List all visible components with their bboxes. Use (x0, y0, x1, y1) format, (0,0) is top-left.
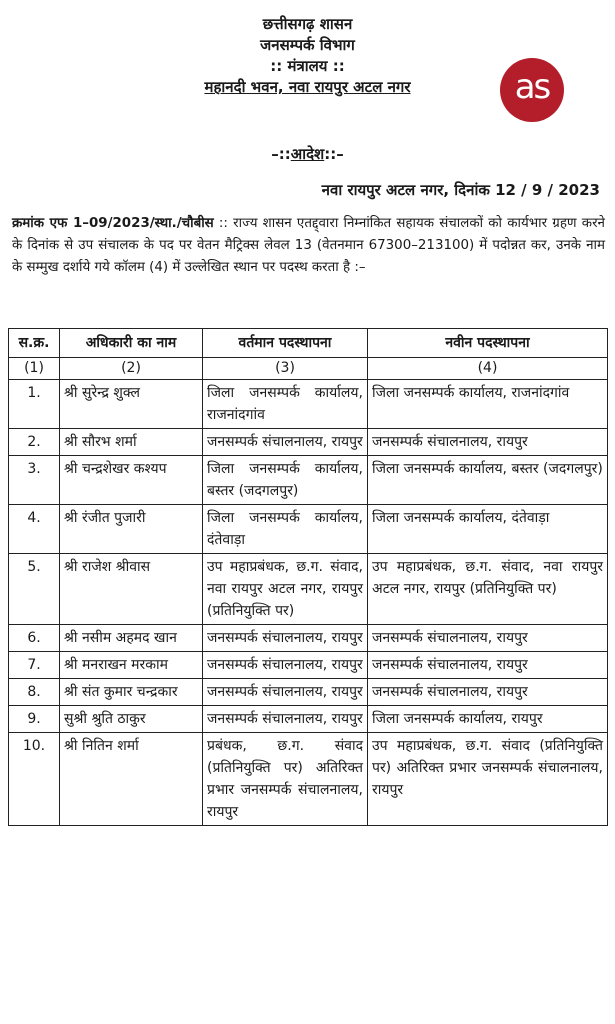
current-posting-cell: प्रबंधक, छ.ग. संवाद (प्रतिनियुक्ति पर) अतिरिक्त प्रभार जनसम्पर्क संचालनालय, रायपुर (203, 733, 368, 826)
officer-name-cell: श्री रंजीत पुजारी (60, 505, 203, 554)
officer-name-cell: श्री संत कुमार चन्द्रकार (60, 679, 203, 706)
table-row (9, 652, 608, 679)
table-row (9, 505, 608, 554)
table-row (9, 733, 608, 826)
current-posting-cell: जनसम्पर्क संचालनालय, रायपुर (203, 706, 368, 733)
ministry-label: :: मंत्रालय :: (270, 57, 345, 75)
government-name: छत्तीसगढ़ शासन (262, 15, 353, 33)
current-posting-cell: जिला जनसम्पर्क कार्यालय, राजनांदगांव (203, 380, 368, 429)
new-posting-cell: जनसम्पर्क संचालनालय, रायपुर (368, 679, 608, 706)
header-officer-name: अधिकारी का नाम (60, 329, 203, 358)
current-posting-cell: जनसम्पर्क संचालनालय, रायपुर (203, 679, 368, 706)
order-reference-number: क्रमांक एफ 1–09/2023/स्था./चौबीस (12, 216, 214, 231)
new-posting-cell: जनसम्पर्क संचालनालय, रायपुर (368, 652, 608, 679)
serial-number-cell: 2. (9, 429, 60, 456)
order-title-right: ::– (324, 145, 344, 163)
column-number: (3) (203, 358, 368, 380)
officer-name-cell: श्री राजेश श्रीवास (60, 554, 203, 625)
order-title-left: –:: (271, 145, 291, 163)
table-header-row (9, 329, 608, 358)
table-row (9, 429, 608, 456)
header-current-posting: वर्तमान पदस्थापना (203, 329, 368, 358)
officer-name-cell: सुश्री श्रुति ठाकुर (60, 706, 203, 733)
current-posting-cell: जनसम्पर्क संचालनालय, रायपुर (203, 652, 368, 679)
table-row (9, 554, 608, 625)
table-row (9, 456, 608, 505)
current-posting-cell: जनसम्पर्क संचालनालय, रायपुर (203, 625, 368, 652)
officer-name-cell: श्री सुरेन्द्र शुक्ल (60, 380, 203, 429)
column-number-row (9, 358, 608, 380)
serial-number-cell: 3. (9, 456, 60, 505)
column-number: (2) (60, 358, 203, 380)
officer-name-cell: श्री नितिन शर्मा (60, 733, 203, 826)
serial-number-cell: 4. (9, 505, 60, 554)
serial-number-cell: 1. (9, 380, 60, 429)
column-number: (1) (9, 358, 60, 380)
table-row (9, 625, 608, 652)
department-name: जनसम्पर्क विभाग (260, 36, 355, 54)
column-number: (4) (368, 358, 608, 380)
serial-number-cell: 10. (9, 733, 60, 826)
new-posting-cell: जिला जनसम्पर्क कार्यालय, बस्तर (जदगलपुर) (368, 456, 608, 505)
new-posting-cell: जनसम्पर्क संचालनालय, रायपुर (368, 429, 608, 456)
current-posting-cell: जिला जनसम्पर्क कार्यालय, बस्तर (जदगलपुर) (203, 456, 368, 505)
officer-name-cell: श्री नसीम अहमद खान (60, 625, 203, 652)
table-row (9, 706, 608, 733)
current-posting-cell: जिला जनसम्पर्क कार्यालय, दंतेवाड़ा (203, 505, 368, 554)
site-logo (500, 58, 564, 122)
order-dateline: नवा रायपुर अटल नगर, दिनांक 12 / 9 / 2023 (321, 181, 600, 199)
new-posting-cell: जिला जनसम्पर्क कार्यालय, राजनांदगांव (368, 380, 608, 429)
table-row (9, 679, 608, 706)
current-posting-cell: उप महाप्रबंधक, छ.ग. संवाद, नवा रायपुर अटल नगर, रायपुर (प्रतिनियुक्ति पर) (203, 554, 368, 625)
new-posting-cell: उप महाप्रबंधक, छ.ग. संवाद (प्रतिनियुक्ति पर) अतिरिक्त प्रभार जनसम्पर्क संचालनालय, रायपुर (368, 733, 608, 826)
table-row (9, 380, 608, 429)
office-address: महानदी भवन, नवा रायपुर अटल नगर (204, 78, 411, 96)
new-posting-cell: उप महाप्रबंधक, छ.ग. संवाद, नवा रायपुर अटल नगर, रायपुर (प्रतिनियुक्ति पर) (368, 554, 608, 625)
logo-text: as (514, 67, 550, 107)
officer-name-cell: श्री चन्द्रशेखर कश्यप (60, 456, 203, 505)
new-posting-cell: जिला जनसम्पर्क कार्यालय, दंतेवाड़ा (368, 505, 608, 554)
serial-number-cell: 7. (9, 652, 60, 679)
officer-name-cell: श्री मनराखन मरकाम (60, 652, 203, 679)
current-posting-cell: जनसम्पर्क संचालनालय, रायपुर (203, 429, 368, 456)
order-intro-paragraph (12, 213, 605, 279)
serial-number-cell: 8. (9, 679, 60, 706)
header-serial: स.क्र. (9, 329, 60, 358)
posting-table (8, 328, 608, 826)
serial-number-cell: 6. (9, 625, 60, 652)
header-new-posting: नवीन पदस्थापना (368, 329, 608, 358)
new-posting-cell: जनसम्पर्क संचालनालय, रायपुर (368, 625, 608, 652)
order-title (0, 144, 615, 164)
serial-number-cell: 9. (9, 706, 60, 733)
order-title-main: आदेश (290, 145, 325, 163)
new-posting-cell: जिला जनसम्पर्क कार्यालय, रायपुर (368, 706, 608, 733)
serial-number-cell: 5. (9, 554, 60, 625)
officer-name-cell: श्री सौरभ शर्मा (60, 429, 203, 456)
order-intro-text: :: राज्य शासन एतद्द्वारा निम्नांकित सहायक संचालकों को कार्यभार ग्रहण करने के दिनांक से उप संचालक के पद पर वेतन मैट्रिक्स लेवल 13 (वेतनमान 67300–213100) में पदोन्नत कर, उनके नाम के सम्मुख दर्शाये गये कॉलम (4) में उल्लेखित स्थान पर पदस्थ करता है :– (12, 216, 605, 275)
